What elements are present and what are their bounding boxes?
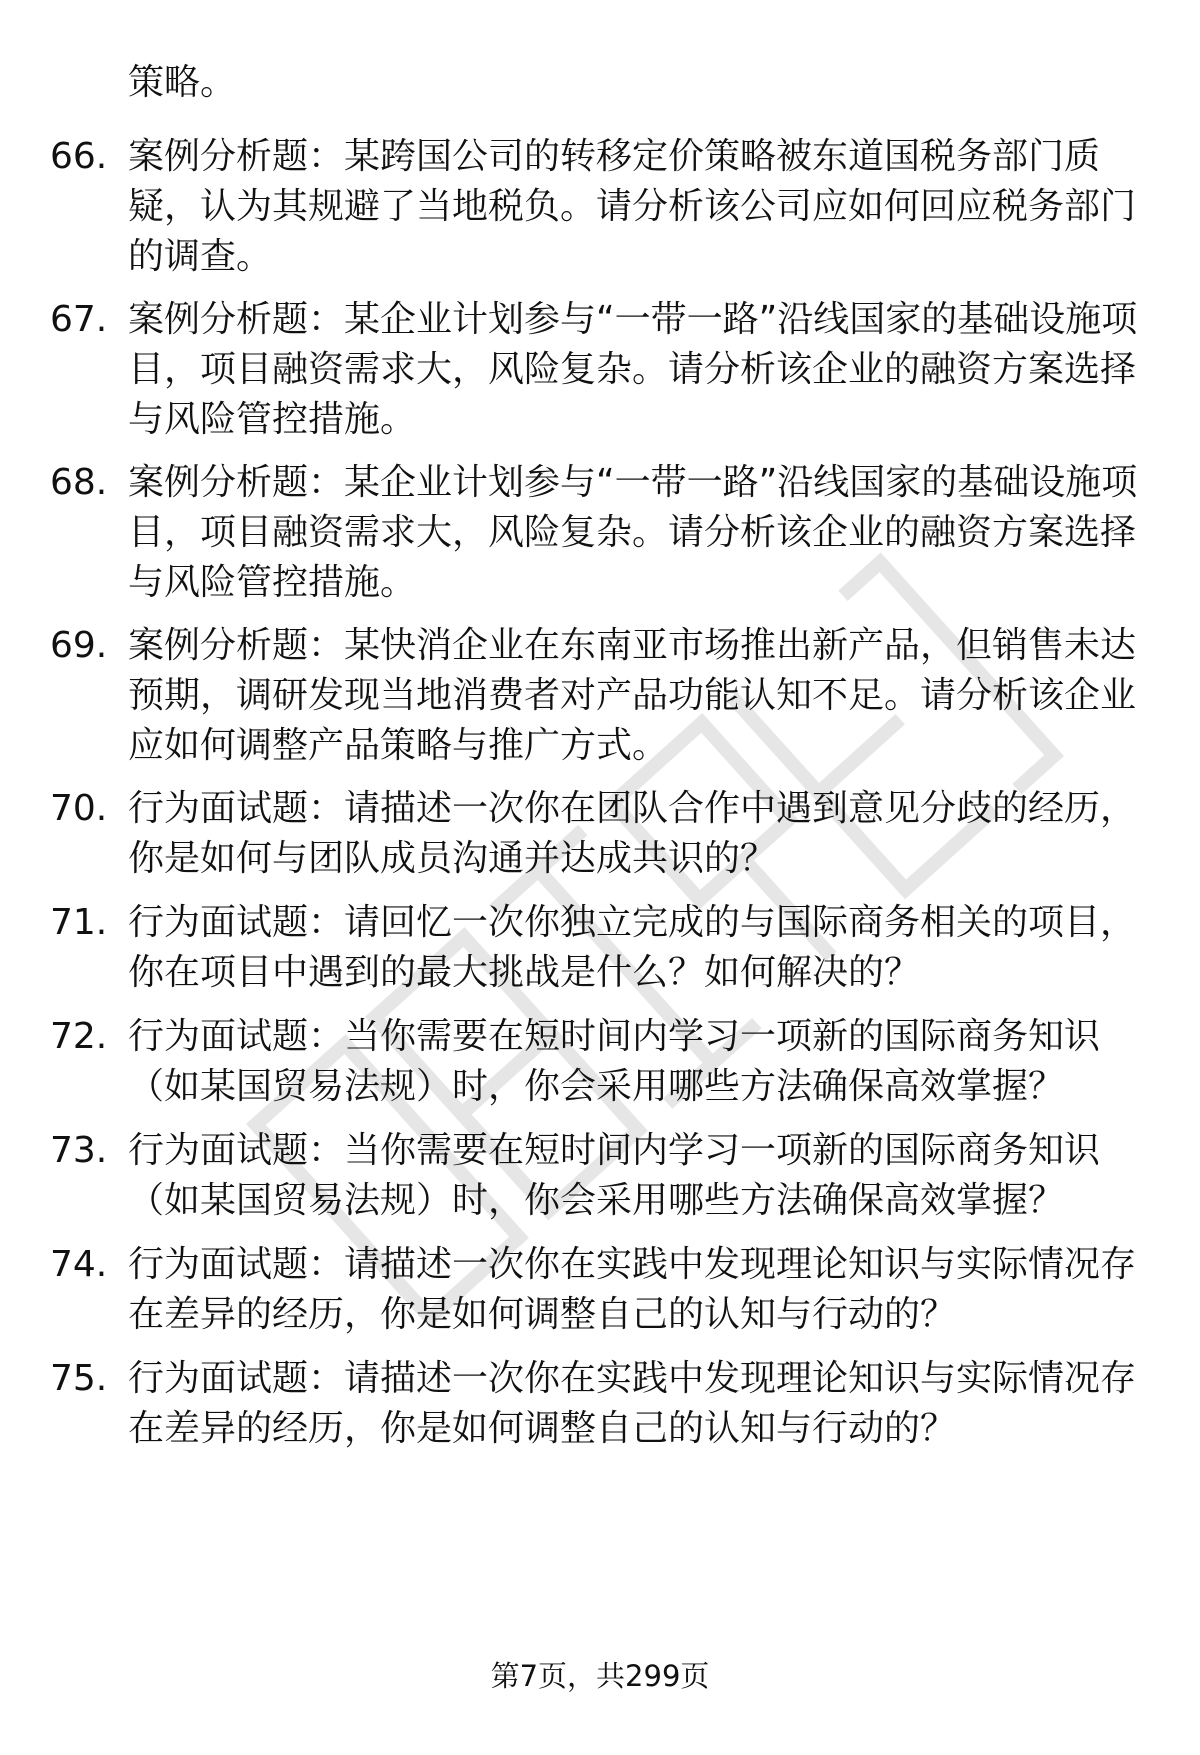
question-text: 行为面试题：请描述一次你在实践中发现理论知识与实际情况存在差异的经历，你是如何调整自己的认知与行动的？ [128,1244,1137,1335]
question-text: 行为面试题：当你需要在短时间内学习一项新的国际商务知识（如某国贸易法规）时，你会采用哪些方法确保高效掌握？ [128,1016,1101,1107]
question-text: 行为面试题：请描述一次你在团队合作中遇到意见分歧的经历，你是如何与团队成员沟通并达成共识的？ [128,788,1137,879]
question-text: 案例分析题：某企业计划参与“一带一路”沿线国家的基础设施项目，项目融资需求大，风险复杂。请分析该企业的融资方案选择与风险管控措施。 [128,462,1138,603]
page-footer: 第7页，共299页 [490,1659,710,1693]
question-text: 案例分析题：某跨国公司的转移定价策略被东道国税务部门质疑，认为其规避了当地税负。请分析该公司应如何回应税务部门的调查。 [128,136,1137,277]
question-text: 案例分析题：某快消企业在东南亚市场推出新产品，但销售未达预期，调研发现当地消费者对产品功能认知不足。请分析该企业应如何调整产品策略与推广方式。 [128,625,1137,766]
continuation-text: 策略。 [128,62,237,103]
question-number: 75. [50,1358,108,1399]
question-number: 69. [50,625,108,666]
question-text: 行为面试题：请描述一次你在实践中发现理论知识与实际情况存在差异的经历，你是如何调整自己的认知与行动的？ [128,1358,1137,1449]
question-number: 68. [50,462,108,503]
question-text: 行为面试题：请回忆一次你独立完成的与国际商务相关的项目，你在项目中遇到的最大挑战是什么？如何解决的？ [128,902,1137,993]
question-number: 70. [50,788,108,829]
question-number: 66. [50,136,108,177]
question-number: 67. [50,299,108,340]
question-text: 案例分析题：某企业计划参与“一带一路”沿线国家的基础设施项目，项目融资需求大，风险复杂。请分析该企业的融资方案选择与风险管控措施。 [128,299,1138,440]
question-text: 行为面试题：当你需要在短时间内学习一项新的国际商务知识（如某国贸易法规）时，你会采用哪些方法确保高效掌握？ [128,1130,1101,1221]
question-number: 72. [50,1016,108,1057]
question-number: 71. [50,902,108,943]
question-number: 74. [50,1244,108,1285]
question-number: 73. [50,1130,108,1171]
